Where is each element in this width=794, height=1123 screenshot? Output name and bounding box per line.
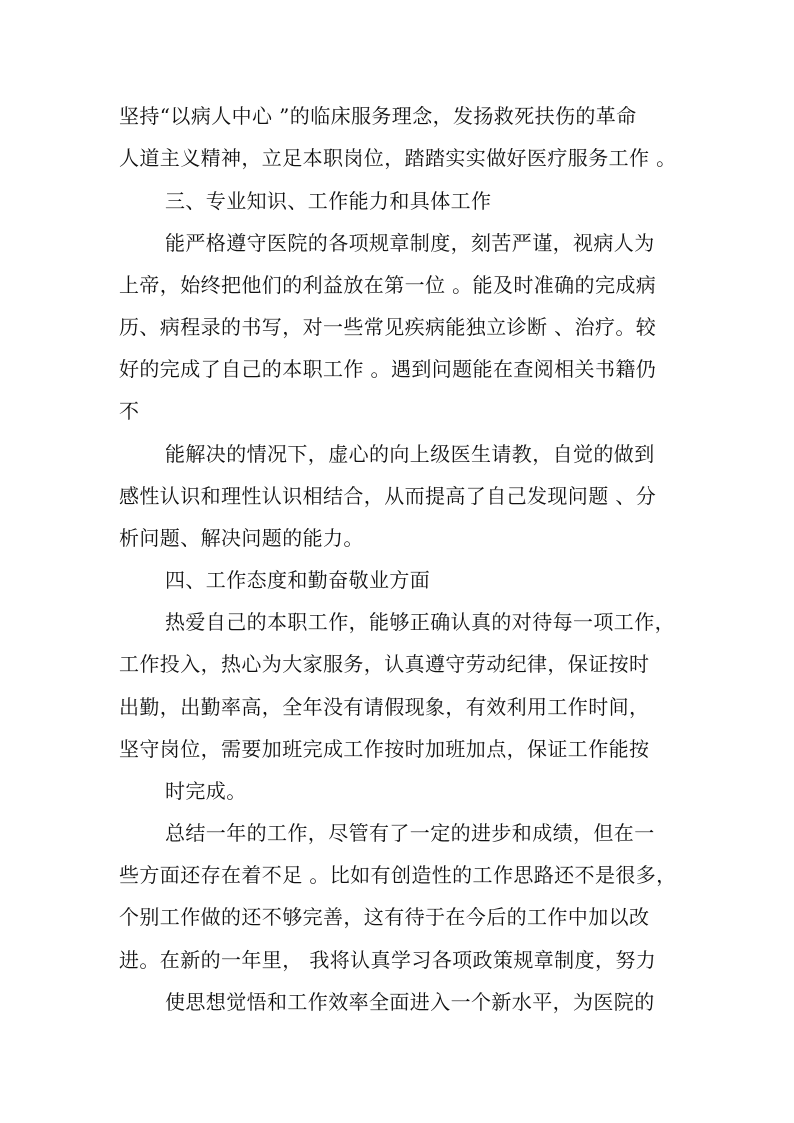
- text-line: 好的完成了自己的本职工作 。遇到问题能在查阅相关书籍仍: [119, 357, 657, 381]
- text-line: 坚守岗位，需要加班完成工作按时加班加点，保证工作能按: [119, 737, 650, 761]
- text-line: 总结一年的工作，尽管有了一定的进步和成绩，但在一: [165, 821, 655, 845]
- section-heading: 三、专业知识、工作能力和具体工作: [165, 189, 492, 213]
- text-line: 热爱自己的本职工作，能够正确认真的对待每一项工作，: [165, 610, 675, 634]
- text-line: 时完成。: [165, 779, 247, 803]
- text-line: 感性认识和理性认识相结合，从而提高了自己发现问题 、分: [119, 484, 657, 508]
- text-line: 历、病程录的书写，对一些常见疾病能独立诊断 、治疗。较: [119, 315, 657, 339]
- text-line: 出勤，出勤率高，全年没有请假现象，有效利用工作时间，: [119, 695, 650, 719]
- text-line: 人道主义精神，立足本职岗位，踏踏实实做好医疗服务工作 。: [119, 146, 677, 170]
- text-line: 工作投入，热心为大家服务，认真遵守劳动纪律，保证按时: [119, 652, 650, 676]
- text-line: 使思想觉悟和工作效率全面进入一个新水平，为医院的: [165, 990, 655, 1014]
- text-line: 进。在新的一年里， 我将认真学习各项政策规章制度，努力: [119, 948, 657, 972]
- text-line: 些方面还存在着不足 。比如有创造性的工作思路还不是很多，: [119, 863, 677, 887]
- text-line: 个别工作做的还不够完善，这有待于在今后的工作中加以改: [119, 905, 650, 929]
- text-line: 坚持“以病人中心 ”的临床服务理念，发扬救死扶伤的革命: [119, 104, 637, 128]
- text-line: 上帝，始终把他们的利益放在第一位 。能及时准确的完成病: [119, 273, 657, 297]
- text-line: 析问题、解决问题的能力。: [119, 526, 364, 550]
- text-line: 能解决的情况下，虚心的向上级医生请教，自觉的做到: [165, 442, 655, 466]
- section-heading: 四、工作态度和勤奋敬业方面: [165, 568, 431, 592]
- text-line: 能严格遵守医院的各项规章制度，刻苦严谨，视病人为: [165, 231, 655, 255]
- text-line: 不: [119, 399, 140, 423]
